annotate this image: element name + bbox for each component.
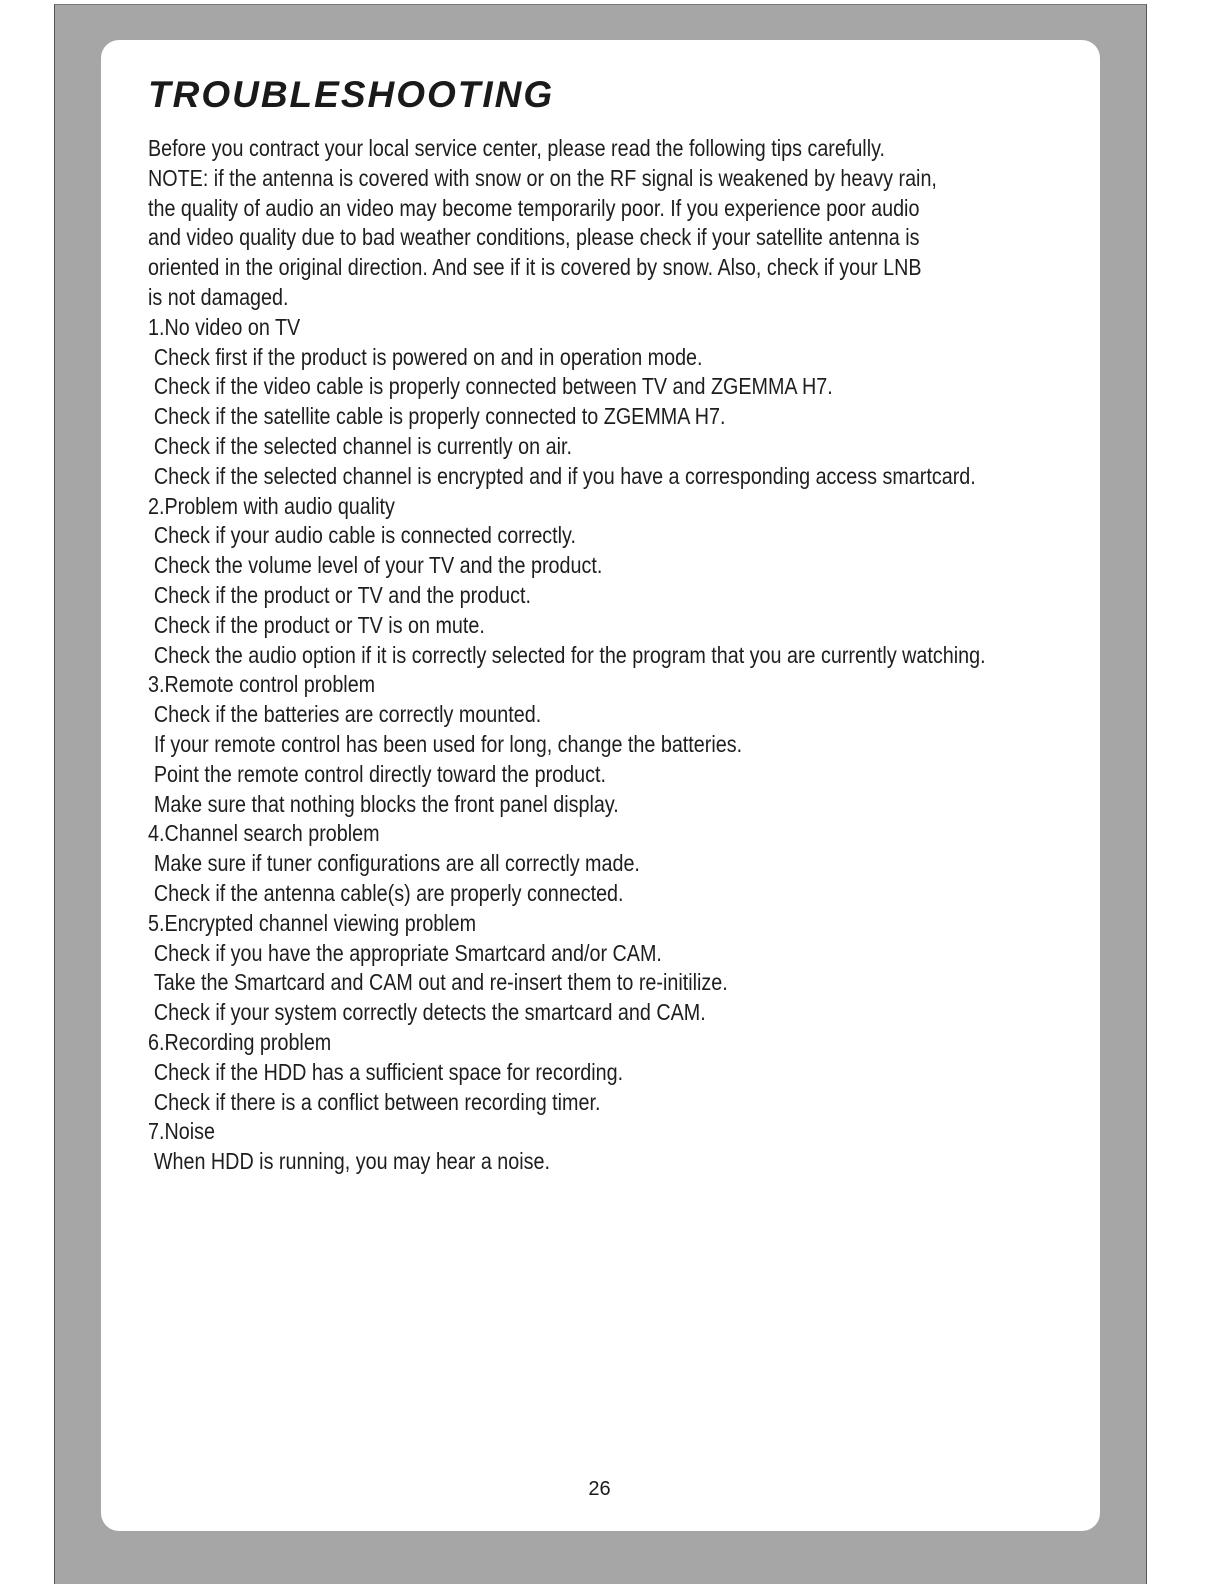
section-heading-encrypted: 5.Encrypted channel viewing problem [148, 909, 477, 936]
list-item: Check if the video cable is properly connected between TV and ZGEMMA H7. [153, 373, 833, 400]
list-item: Check if the selected channel is encrypted and if you have a corresponding access smartcard. [153, 462, 976, 489]
list-item: Check if the product or TV is on mute. [153, 611, 485, 638]
intro-line: NOTE: if the antenna is covered with snow or on the RF signal is weakened by heavy rain, [148, 164, 937, 191]
page-title: TROUBLESHOOTING [148, 74, 555, 115]
list-item: Check the volume level of your TV and the product. [153, 552, 603, 579]
page-number: 26 [588, 1478, 611, 1500]
list-item: Check if the HDD has a sufficient space for recording. [153, 1058, 624, 1085]
list-item: Take the Smartcard and CAM out and re-insert them to re-initilize. [153, 969, 728, 996]
list-item: Check if your system correctly detects the smartcard and CAM. [153, 999, 706, 1026]
list-item: Check if the batteries are correctly mounted. [153, 701, 542, 728]
list-item: Check if the selected channel is currently on air. [153, 432, 572, 459]
intro-line: and video quality due to bad weather conditions, please check if your satellite antenna is [148, 224, 920, 251]
list-item: Check if your audio cable is connected correctly. [153, 522, 576, 549]
list-item: Check if the product or TV and the product. [153, 581, 531, 608]
troubleshooting-body [148, 134, 1097, 1177]
intro-line: is not damaged. [148, 283, 289, 310]
list-item: When HDD is running, you may hear a noise. [153, 1148, 550, 1175]
section-heading-no-video: 1.No video on TV [148, 313, 301, 340]
list-item: If your remote control has been used for long, change the batteries. [153, 730, 743, 757]
list-item: Make sure that nothing blocks the front panel display. [153, 790, 619, 817]
section-heading-audio: 2.Problem with audio quality [148, 492, 395, 519]
list-item: Check if there is a conflict between recording timer. [153, 1088, 601, 1115]
list-item: Make sure if tuner configurations are all correctly made. [153, 850, 640, 877]
intro-line: Before you contract your local service center, please read the following tips carefully. [148, 135, 885, 161]
section-heading-remote: 3.Remote control problem [148, 671, 376, 698]
list-item: Point the remote control directly toward the product. [153, 760, 606, 787]
list-item: Check if the satellite cable is properly connected to ZGEMMA H7. [153, 403, 726, 430]
list-item: Check if you have the appropriate Smartcard and/or CAM. [153, 939, 662, 966]
list-item: Check the audio option if it is correctly selected for the program that you are currently watching. [153, 641, 986, 668]
intro-line: oriented in the original direction. And see if it is covered by snow. Also, check if your LNB [148, 254, 922, 281]
section-heading-recording: 6.Recording problem [148, 1028, 332, 1055]
list-item: Check if the antenna cable(s) are properly connected. [153, 879, 624, 906]
section-heading-noise: 7.Noise [148, 1118, 215, 1145]
section-heading-channel-search: 4.Channel search problem [148, 820, 380, 847]
list-item: Check first if the product is powered on and in operation mode. [153, 343, 703, 370]
intro-line: the quality of audio an video may become temporarily poor. If you experience poor audio [148, 194, 920, 221]
